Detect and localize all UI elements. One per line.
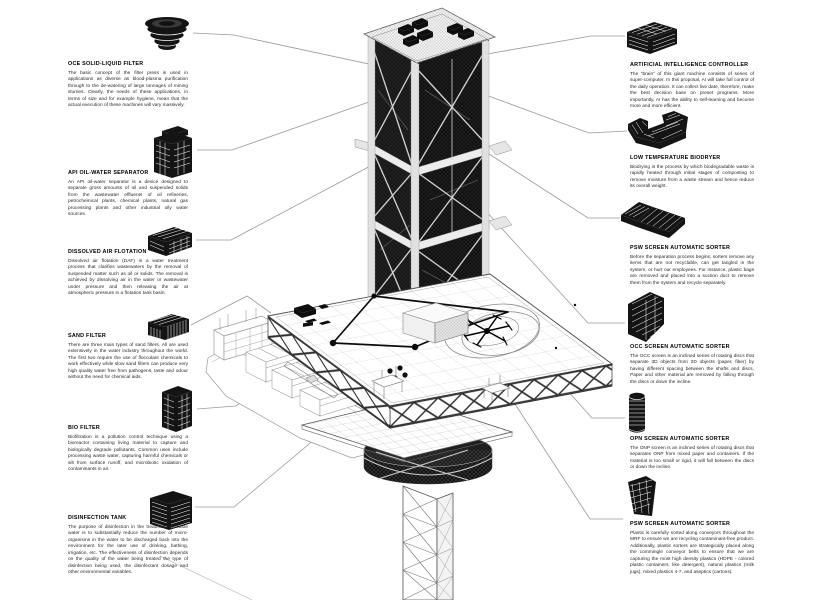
annotation-body: There are three main types of sand filters. All are used extensively in the water industry throughout the world. The first two require the use of flocculant chemicals to work effectively while slow sand filters can produce very high quality water free from pathogens, taste and odour without the need for chemical aids. — [68, 343, 188, 381]
annotation-title: PSW SCREEN AUTOMATIC SORTER — [630, 521, 731, 527]
sand-filter-icon — [145, 311, 191, 341]
annotation-title: DISSOLVED AIR FLOTATION — [68, 249, 147, 255]
annotation-title: LOW TEMPERATURE BIODRYER — [630, 155, 721, 161]
opn-screen-automatic-sorter-icon — [626, 390, 648, 436]
bio-filter-icon — [158, 384, 196, 434]
annotation-body: Before the separation process begins, sorters remove any items that are not recyclable, can get tangled in the system, or hurt our employees. For instance, plastic bags are removed and placed into a suction duct to remove them from the system and recycle separately. — [630, 255, 754, 286]
annotation-body: The ONP screen is an inclined series of rotating discs that separates ONP from mixed paper and containers. If the material is too small or rigid, it will fall between the discs or down the incline. — [630, 446, 754, 471]
annotation-body: The “brain” of this giant machine consists of series of super-computer. In this proposal, AI will take full control of the daily operation. It can collect live date, therefore, make the best decision base on preset programs. More importantly, AI has the ability to self-learning and become more and more efficient. — [630, 72, 754, 110]
annotation-title: DISINFECTION TANK — [68, 515, 127, 521]
annotation-body: The basic concept of the filter press is used in applications as diverse as blood-plasma purification through to the de-watering of large tonnages of mining slurries. Clearly, the needs of these applications, in terms of size and for example hygiene, mean that the actual execution of these machines will vary massively. — [68, 71, 188, 109]
low-temperature-biodryer-icon — [626, 110, 690, 152]
api-oil-water-separator-icon — [150, 124, 196, 180]
dissolved-air-flotation-icon — [144, 224, 196, 258]
psw-screen-automatic-sorter-icon — [619, 198, 691, 240]
annotation-title: PSW SCREEN AUTOMATIC SORTER — [630, 245, 731, 251]
occ-screen-automatic-sorter-icon — [624, 290, 670, 344]
psw-screen-automatic-sorter-icon — [622, 474, 658, 518]
annotation-body: An API oil-water separator is a device designed to separate gross amounts of oil and suspended solids from the wastewater effluents of oil refineries, petrochemical plants, chemical plants, natural gas processing plants and other industrial oily water sources. — [68, 180, 188, 218]
annotation-body: Dissolved air flotation (DAF) is a water treatment process that clarifies wastewaters by the removal of suspended matter such as oil or solids. The removal is achieved by dissolving air in the water or wastewater under pressure and then releasing the air at atmospheric pressure in a flotation tank basin. — [68, 259, 188, 297]
annotation-body: Biofiltration is a pollution control technique using a bioreactor containing living material to capture and biologically degrade pollutants. Common uses include processing waste water, capturing harmful chemicals or silt from surface runoff, and microbiotic oxidation of contaminants in air. — [68, 435, 188, 473]
artificial-intelligence-controller-icon — [624, 19, 680, 57]
annotation-body: Plastic is carefully sorted along conveyors throughout the MRF to ensure we are recycling contaminant-free product. Additionally, plastic sorters are strategically placed along the commingle conveyor belts to ensure that we are capturing the most high density plastics (HDPE - colored plastic containers, like detergent), natural plastics (milk jugs), mixed plastics 4-7, and aseptics (cartons). — [630, 531, 754, 575]
annotation-body: The OCC screen is an inclined series of rotating discs that separate 3D objects from 2D objects (paper, fiber) by having different spacing between the shafts and discs. Paper and other material are removed by falling through the discs or down the incline. — [630, 354, 754, 385]
annotation-title: API OIL-WATER SEPARATOR — [68, 170, 149, 176]
annotation-title: OPN SCREEN AUTOMATIC SORTER — [630, 436, 730, 442]
oce-solid-liquid-filter-icon — [142, 16, 192, 58]
annotation-body: The purpose of disinfection in the treatment of waste water is to substantially reduce the number of micro-organisms in the water to be discharged back into the environment for the later use of drinking, bathing, irrigation, etc. The effectiveness of disinfection depends on the quality of the water being treated the type of disinfection being used, the disinfectant dosage and other environmental variables. — [68, 525, 188, 576]
annotation-title: ARTIFICIAL INTELLIGENCE CONTROLLER — [630, 62, 749, 68]
annotation-title: BIO FILTER — [68, 425, 101, 431]
annotation-title: SAND FILTER — [68, 333, 106, 339]
annotation-title: OCC SCREEN AUTOMATIC SORTER — [630, 344, 730, 350]
support-pylon — [403, 486, 453, 600]
annotation-title: OCE SOLID-LIQUID FILTER — [68, 61, 144, 67]
annotation-body: Biodrying is the process by which biodegradable waste is rapidly heated through initial stages of composting to remove moisture from a waste stream and hence reduce its overall weight. — [630, 165, 754, 190]
